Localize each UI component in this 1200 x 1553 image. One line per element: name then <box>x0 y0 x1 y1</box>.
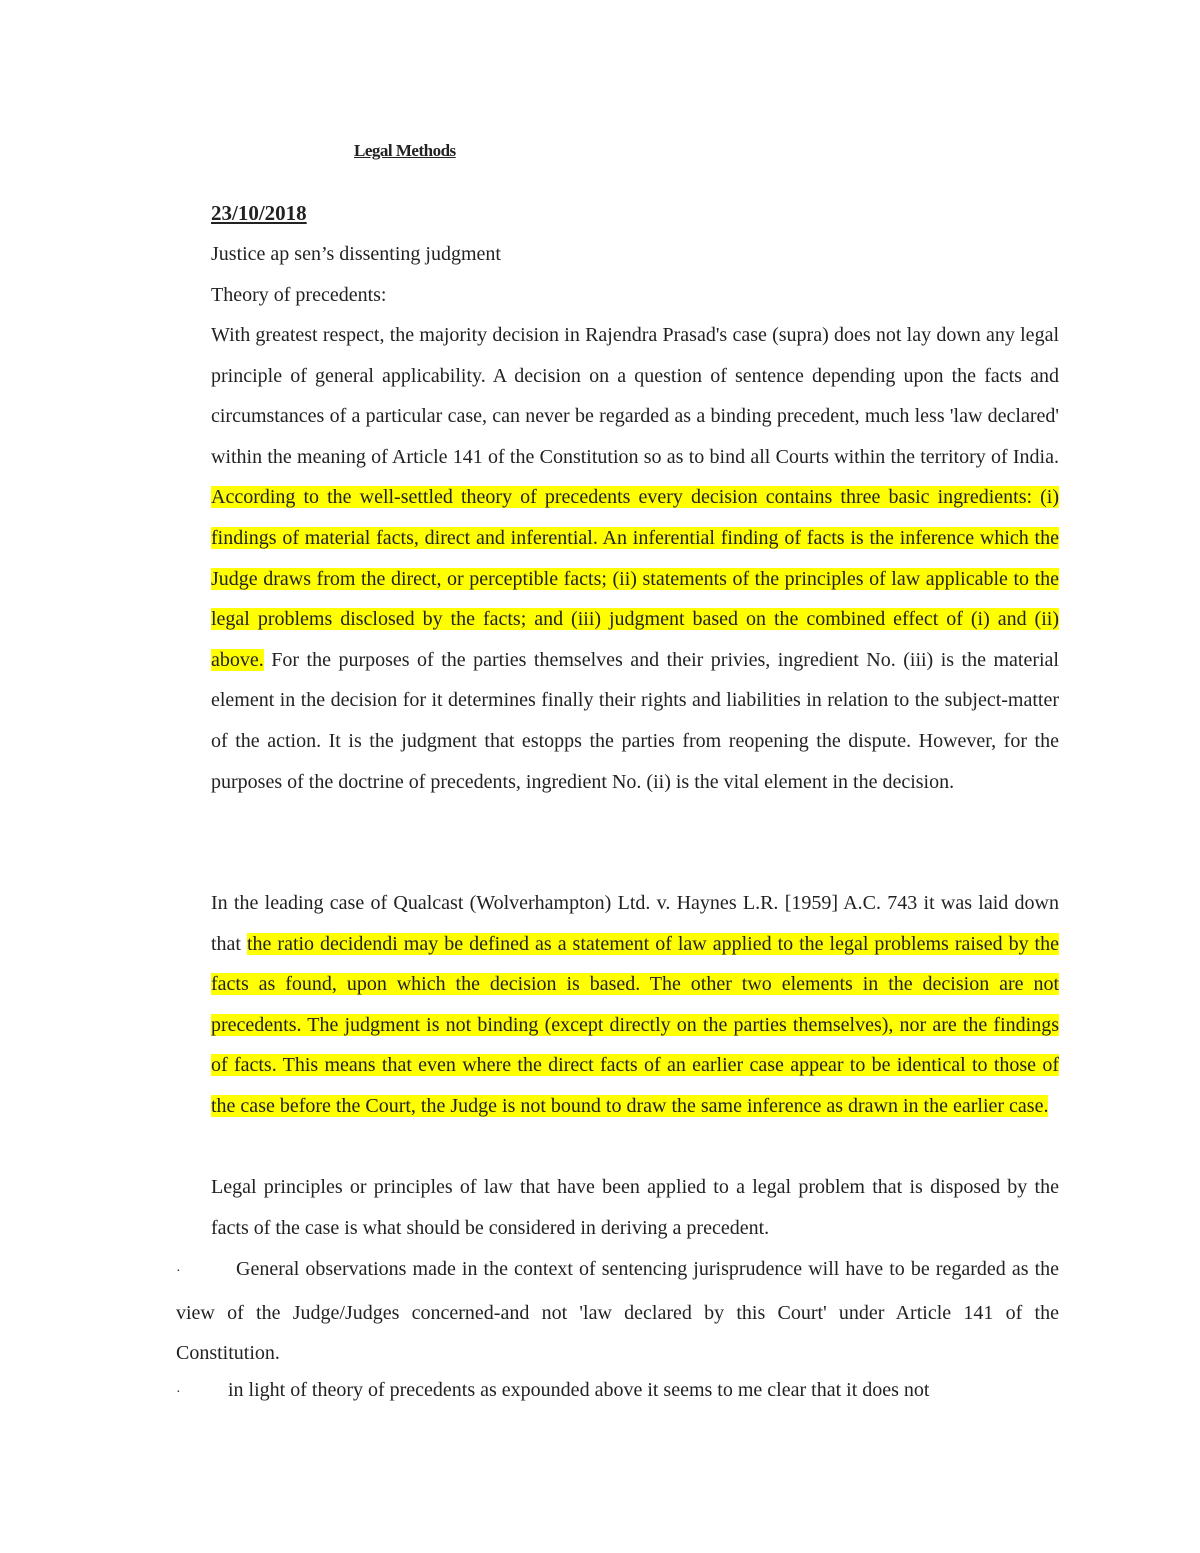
bullet-icon: · <box>176 1385 181 1400</box>
paragraph-legal-principles: Legal principles or principles of law that have been applied to a legal problem that is disposed by the facts of the case is what should be considered in deriving a precedent. <box>211 1176 1059 1239</box>
paragraph-text: For the purposes of the parties themselves and their privies, ingredient No. (iii) is the material element in the decision for it determines finally their rights and liabilities in relation to the subject-matter of the action. It is the judgment that estopps the parties from reopening the dispute. However, for the purposes of the doctrine of precedents, ingredient No. (ii) is the vital element in the decision. <box>211 648 1059 793</box>
entry-date: 23/10/2018 <box>211 201 307 225</box>
heading-dissenting-judgment: Justice ap sen’s dissenting judgment <box>211 243 501 265</box>
paragraph-text: In the leading case of Qualcast (Wolverhampton) Ltd. v. Haynes L.R. [1959] A.C. 743 it was laid down that <box>211 892 1059 955</box>
bullet-item-theory-light <box>176 1370 1059 1414</box>
document-title: Legal Methods <box>354 141 456 160</box>
heading-theory-of-precedents: Theory of precedents: <box>211 284 387 306</box>
bullet-item-general-observations <box>176 1249 1059 1374</box>
highlighted-text: the ratio decidendi may be defined as a statement of law applied to the legal problems raised by the facts as found, upon which the decision is based. The other two elements in the decision are not precedents. The judgment is not binding (except directly on the parties themselves), nor are the findings of facts. This means that even where the direct facts of an earlier case appear to be identical to those of the case before the Court, the Judge is not bound to draw the same inference as drawn in the earlier case. <box>211 932 1059 1117</box>
paragraph-qualcast-case <box>211 883 1059 1127</box>
bullet-text: General observations made in the context of sentencing jurisprudence will have to be regarded as the view of the Judge/Judges concerned-and not 'law declared by this Court' under Article 141 of the Constitution. <box>176 1258 1059 1365</box>
bullet-text: in light of theory of precedents as expounded above it seems to me clear that it does not <box>228 1379 930 1401</box>
highlighted-text: According to the well-settled theory of precedents every decision contains three basic ingredients: (i) findings of material facts, direct and inferential. An inferential finding of facts is the inference which the Judge draws from the direct, or perceptible facts; (ii) statements of the principles of law applicable to the legal problems disclosed by the facts; and (iii) judgment based on the combined effect of (i) and (ii) above. <box>211 486 1059 671</box>
paragraph-text: With greatest respect, the majority decision in Rajendra Prasad's case (supra) does not lay down any legal principle of general applicability. A decision on a question of sentence depending upon the facts and circumstances of a particular case, can never be regarded as a binding precedent, much less 'law declared' within the meaning of Article 141 of the Constitution so as to bind all Courts within the territory of India. <box>211 324 1059 468</box>
bullet-icon: · <box>176 1264 181 1279</box>
paragraph-majority-decision <box>211 315 1059 802</box>
